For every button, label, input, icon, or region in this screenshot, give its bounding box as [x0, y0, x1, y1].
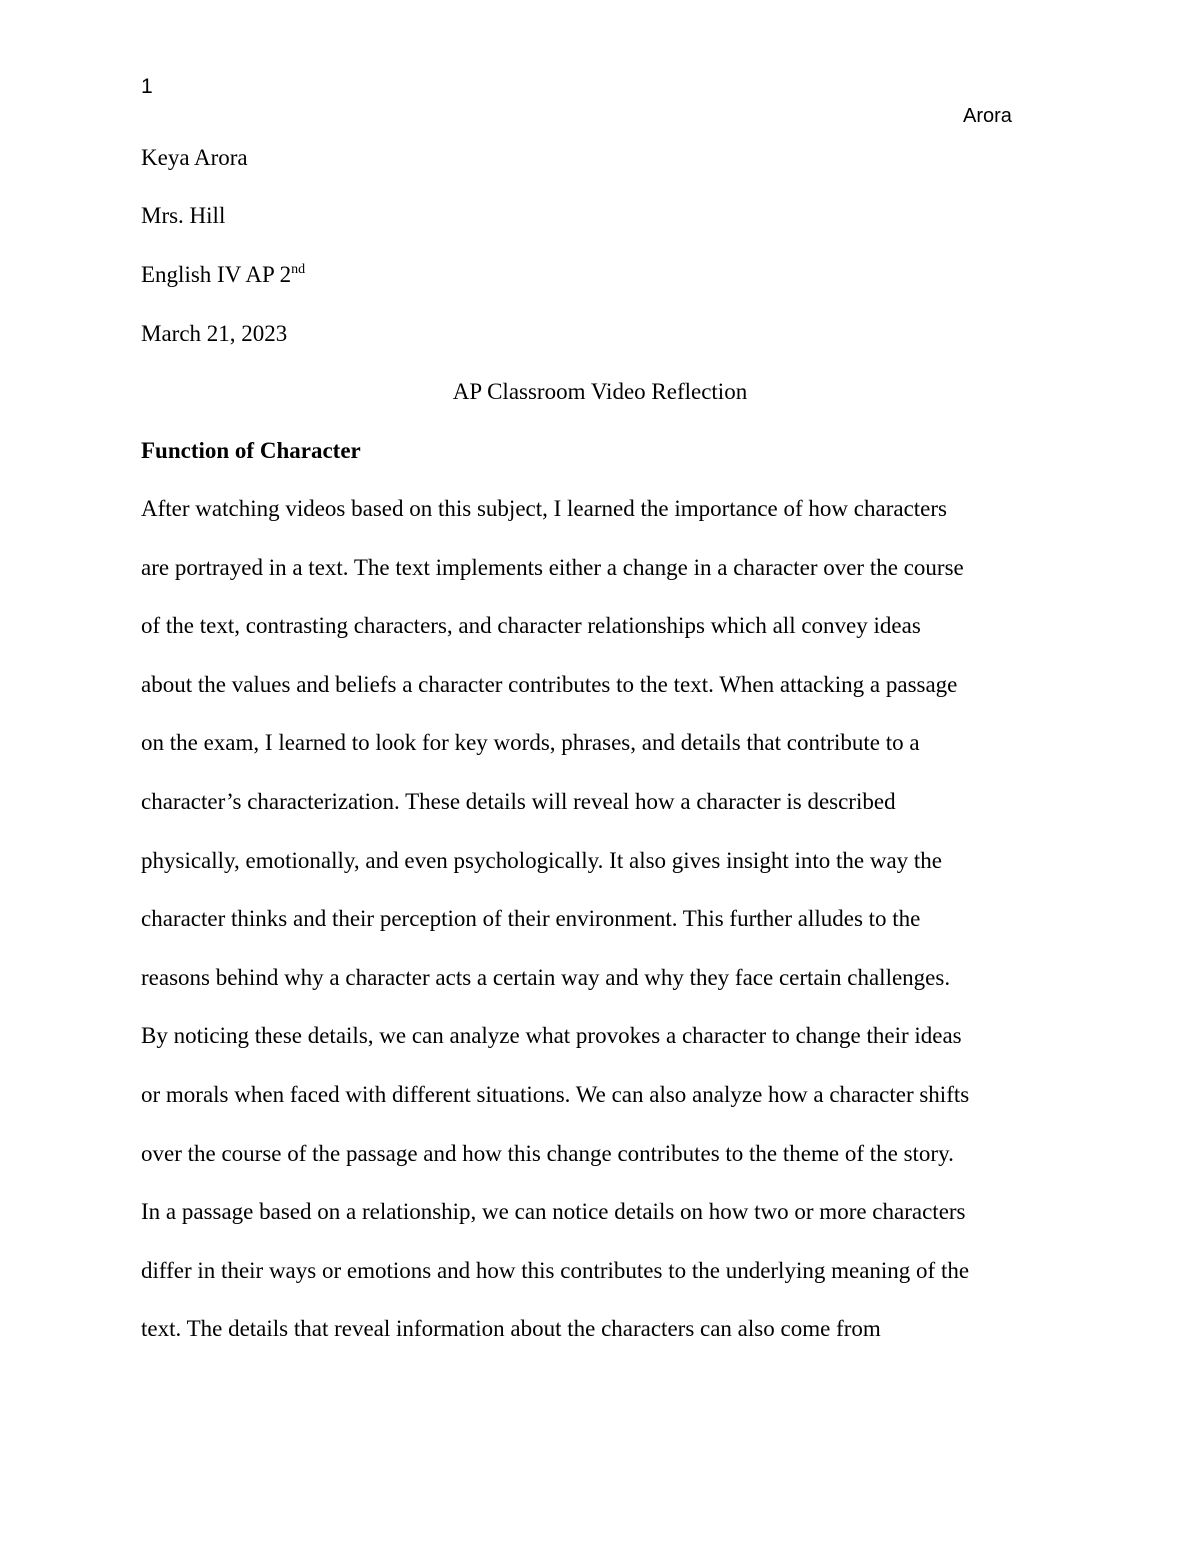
body-paragraph [141, 494, 1081, 1373]
date: March 21, 2023 [141, 321, 288, 346]
paragraph-line: text. The details that reveal information about the characters can also come from [141, 1316, 881, 1342]
section-heading: Function of Character [141, 438, 361, 463]
paragraph-line: on the exam, I learned to look for key words, phrases, and details that contribute to a [141, 730, 920, 756]
course-superscript: nd [291, 262, 306, 277]
paragraph-line: differ in their ways or emotions and how this contributes to the underlying meaning of the [141, 1257, 970, 1283]
paragraph-line: reasons behind why a character acts a certain way and why they face certain challenges. [141, 964, 951, 990]
paragraph-line: In a passage based on a relationship, we can notice details on how two or more characters [141, 1199, 966, 1225]
paragraph-line: After watching videos based on this subject, I learned the importance of how characters [141, 496, 947, 521]
paragraph-line: are portrayed in a text. The text implements either a change in a character over the course [141, 554, 964, 580]
paragraph-line: about the values and beliefs a character contributes to the text. When attacking a passage [141, 671, 958, 697]
paragraph-line: character thinks and their perception of their environment. This further alludes to the [141, 906, 921, 932]
course-name [141, 260, 1061, 290]
running-header: Arora [963, 105, 1012, 127]
paragraph-line: or morals when faced with different situations. We can also analyze how a character shifts [141, 1081, 970, 1107]
student-name: Keya Arora [141, 145, 248, 170]
course-label: English IV AP 2 [141, 262, 292, 287]
paragraph-line: By noticing these details, we can analyze what provokes a character to change their ideas [141, 1023, 962, 1049]
paragraph-line: of the text, contrasting characters, and character relationships which all convey ideas [141, 613, 921, 639]
document-title: AP Classroom Video Reflection [452, 379, 748, 404]
paragraph-line: character’s characterization. These details will reveal how a character is described [141, 788, 896, 814]
paragraph-line: physically, emotionally, and even psychologically. It also gives insight into the way the [141, 847, 943, 873]
paragraph-line: over the course of the passage and how this change contributes to the theme of the story. [141, 1140, 954, 1166]
teacher-name: Mrs. Hill [141, 203, 226, 228]
page-number: 1 [141, 75, 153, 98]
